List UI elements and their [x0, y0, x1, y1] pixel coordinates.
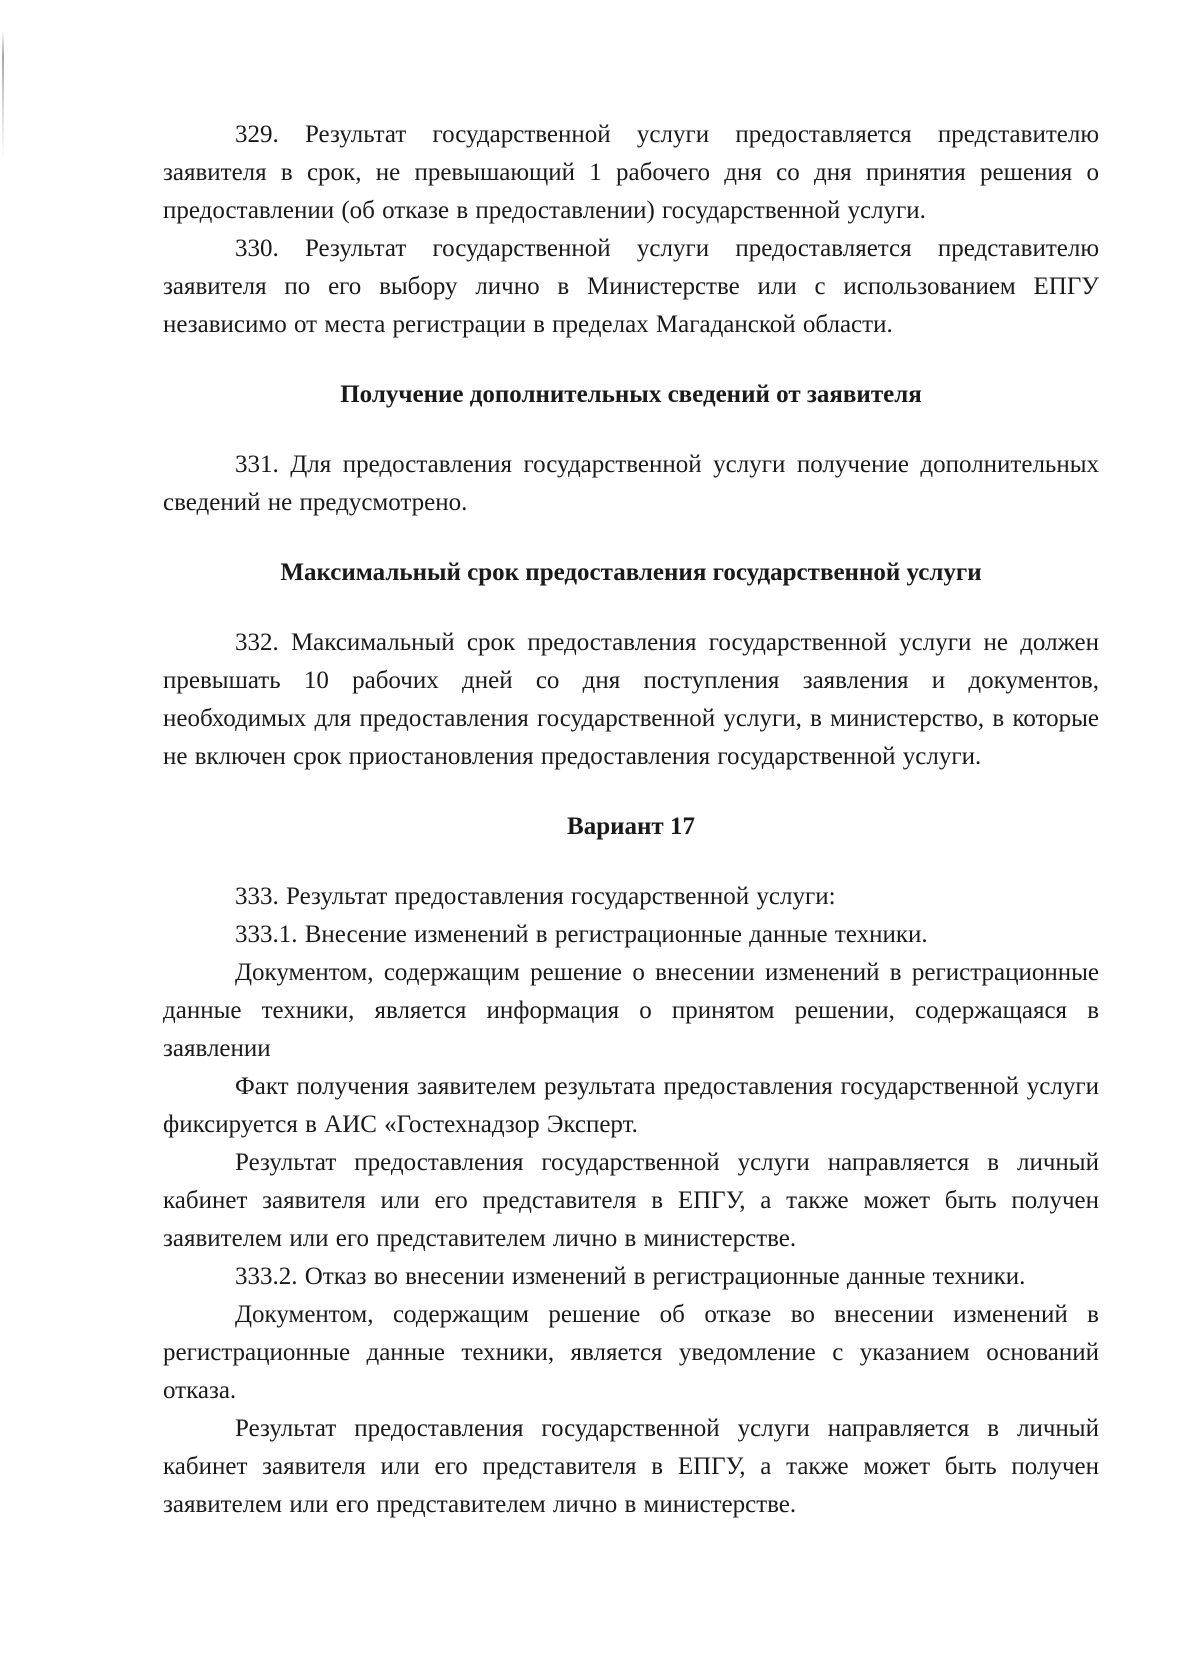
paragraph-333-1-fact: Факт получения заявителем результата предоставления государственной услуги фиксируется в АИС «Гостехнадзор Эксперт.	[163, 1073, 1099, 1138]
paragraph-333-2: 333.2. Отказ во внесении изменений в регистрационные данные техники.	[235, 1263, 1026, 1290]
section-heading-max-term: Максимальный срок предоставления государственной услуги	[280, 559, 982, 586]
paragraph-333-1-document: Документом, содержащим решение о внесении изменений в регистрационные данные техники, является информация о принятом решении, содержащаяся в заявлении	[163, 959, 1099, 1062]
paragraph-329: 329. Результат государственной услуги предоставляется представителю заявителя в срок, не превышающий 1 рабочего дня со дня принятия решения о предоставлении (об отказе в предоставлении) государственной услуги.	[163, 121, 1099, 224]
paragraph-330: 330. Результат государственной услуги предоставляется представителю заявителя по его выбору лично в Министерстве или с использованием ЕПГУ независимо от места регистрации в пределах Магаданской области.	[163, 235, 1099, 338]
paragraph-333-2-document: Документом, содержащим решение об отказе во внесении изменений в регистрационные данные техники, является уведомление с указанием оснований отказа.	[163, 1301, 1099, 1404]
section-heading-additional-info: Получение дополнительных сведений от заявителя	[340, 381, 922, 408]
paragraph-333: 333. Результат предоставления государственной услуги:	[235, 883, 836, 910]
paragraph-333-1-result: Результат предоставления государственной услуги направляется в личный кабинет заявителя или его представителя в ЕПГУ, а также может быть получен заявителем или его представителем лично в министерстве.	[163, 1149, 1099, 1252]
paragraph-331: 331. Для предоставления государственной услуги получение дополнительных сведений не предусмотрено.	[163, 451, 1099, 516]
paragraph-332: 332. Максимальный срок предоставления государственной услуги не должен превышать 10 рабочих дней со дня поступления заявления и документов, необходимых для предоставления государственной услуги, в министерство, в которые не включен срок приостановления предоставления государственной услуги.	[163, 629, 1099, 770]
paragraph-333-1: 333.1. Внесение изменений в регистрационные данные техники.	[235, 921, 928, 948]
paragraph-333-2-result: Результат предоставления государственной услуги направляется в личный кабинет заявителя или его представителя в ЕПГУ, а также может быть получен заявителем или его представителем лично в министерстве.	[163, 1415, 1099, 1518]
scan-edge-mark	[2, 30, 4, 160]
section-heading-variant: Вариант 17	[567, 813, 695, 840]
document-body	[163, 116, 1099, 1524]
